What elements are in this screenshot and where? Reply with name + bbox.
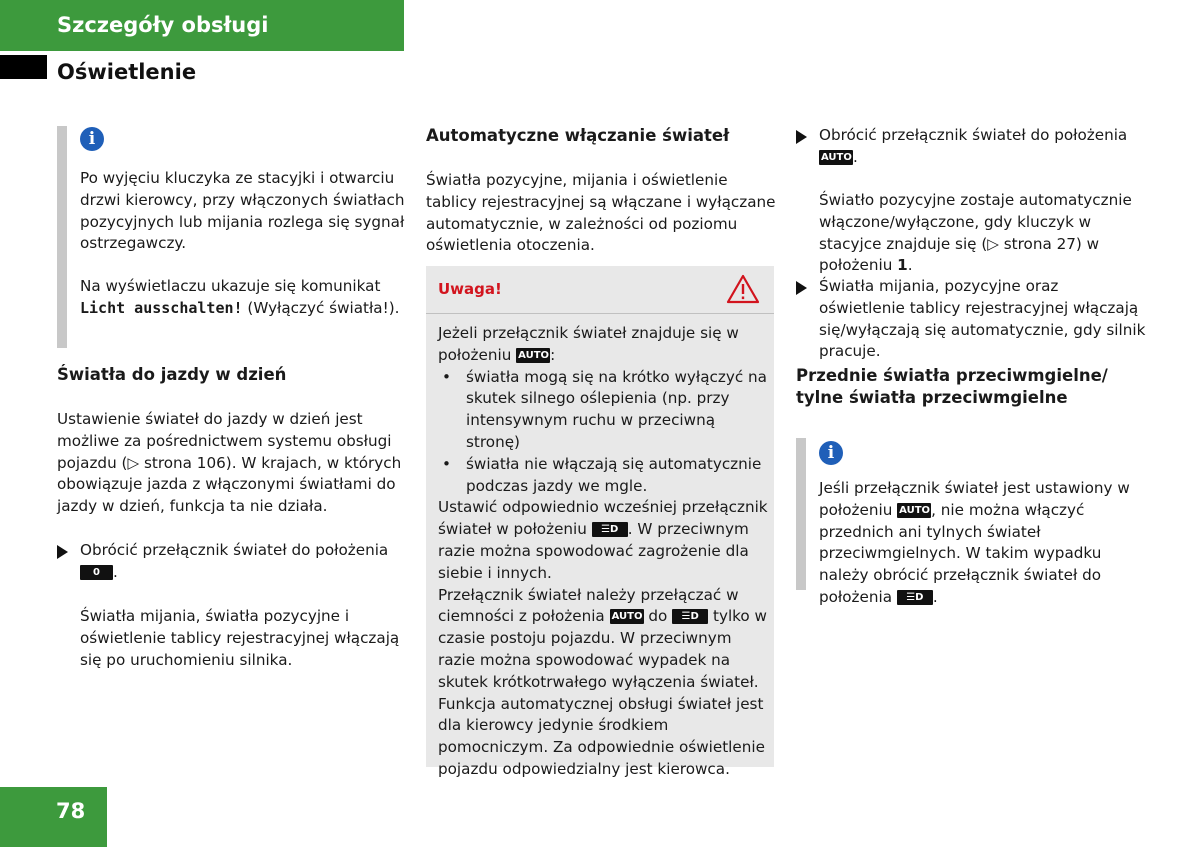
- warning-intro: Jeżeli przełącznik świateł znajduje się w położeniu AUTO:: [438, 324, 739, 364]
- heading-automatic-lights: Automatyczne włączanie świateł: [426, 126, 730, 145]
- warning-divider: [426, 313, 774, 314]
- info-icon: i: [80, 127, 104, 151]
- info-paragraph: Jeśli przełącznik świateł jest ustawiony w położeniu AUTO, nie można włączyć przednich ani tylnych świateł przeciwmgielnych. W takim wypadku należy obrócić przełącznik świateł do położenia ☰D .: [819, 479, 1130, 606]
- warning-bullet: • światła nie włączają się automatycznie podczas jazdy we mgle.: [442, 454, 762, 495]
- display-message-code: Licht ausschalten!: [80, 298, 243, 317]
- step-lights-automatic: Światła mijania, pozycyjne oraz oświetlenie tablicy rejestracyjnej włączają się/wyłączają się automatycznie, gdy silnik pracuje.: [796, 276, 1146, 342]
- info-bar: [57, 126, 67, 348]
- auto-position-symbol: AUTO: [821, 151, 852, 163]
- info-bar: [796, 438, 806, 590]
- info-paragraph: Po wyjęciu kluczyka ze stacyjki i otwarciu drzwi kierowcy, przy włączonych światłach pozycyjnych lub mijania rozlega się sygnał ostrzegawczy.: [80, 169, 405, 253]
- auto-position-symbol: AUTO: [899, 504, 931, 516]
- info-paragraph-display: Na wyświetlaczu ukazuje się komunikat Licht ausschalten! (Wyłączyć światła!).: [80, 277, 400, 317]
- warning-triangle-icon: [726, 274, 760, 304]
- step-result-paragraph: Światła mijania, światła pozycyjne i oświetlenie tablicy rejestracyjnej włączają się po uruchomieniu silnika.: [80, 607, 400, 669]
- step-result-paragraph: Światło pozycyjne zostaje automatycznie włączone/wyłączone, gdy kluczyk w stacyjce znajduje się (▷ strona 27) w położeniu 1.: [819, 191, 1132, 275]
- black-tab-marker: [0, 55, 47, 79]
- low-beam-position-symbol: ☰D: [592, 522, 628, 537]
- step-arrow-icon: [796, 130, 807, 144]
- page-number: 78: [56, 799, 86, 823]
- switch-position-zero-symbol: 0: [80, 565, 113, 580]
- page-number-box: [0, 787, 107, 847]
- warning-title: Uwaga!: [438, 280, 502, 298]
- page-heading: Oświetlenie: [57, 60, 197, 84]
- heading-fog-lights: Przednie światła przeciwmgielne/ tylne światła przeciwmgielne: [796, 366, 1108, 407]
- automatic-lights-paragraph: Światła pozycyjne, mijania i oświetlenie tablicy rejestracyjnej są włączane i wyłączane automatycznie, w zależności od poziomu oświetlenia otoczenia.: [426, 171, 776, 255]
- warning-paragraph: Ustawić odpowiednio wcześniej przełącznik świateł w położeniu ☰D . W przeciwnym razie można spowodować zagrożenie dla siebie i innych.: [438, 498, 768, 582]
- heading-daytime-lights: Światła do jazdy w dzień: [57, 365, 287, 384]
- info-box-key-warning: [57, 126, 407, 348]
- warning-bullet-list: [438, 367, 772, 498]
- auto-position-symbol: AUTO: [611, 611, 643, 623]
- low-beam-position-symbol: ☰D: [897, 590, 933, 605]
- info-icon: i: [819, 441, 843, 465]
- section-title: Szczegóły obsługi: [57, 13, 269, 37]
- daytime-lights-paragraph: Ustawienie świateł do jazdy w dzień jest możliwe za pośrednictwem systemu obsługi pojazdu (▷ strona 106). W krajach, w których obowiązuje jazda z włączonymi światłami do jazdy w dzień, funkcja ta nie działa.: [57, 410, 402, 516]
- warning-box: [426, 266, 774, 778]
- auto-position-symbol: AUTO: [518, 349, 550, 361]
- warning-body: [438, 323, 772, 781]
- step-turn-switch-auto: Obrócić przełącznik świateł do położenia AUTO.: [796, 125, 1146, 175]
- step-turn-switch-zero: Obrócić przełącznik świateł do położenia 0 .: [57, 540, 407, 590]
- info-box-fog-lights: [796, 438, 1146, 606]
- step-arrow-icon: [796, 281, 807, 295]
- warning-paragraph: Funkcja automatycznej obsługi świateł jest dla kierowcy jedynie środkiem pomocniczym. Za odpowiednie oświetlenie pojazdu odpowiedzialny jest kierowca.: [438, 694, 765, 778]
- warning-header: [426, 266, 774, 312]
- step-arrow-icon: [57, 545, 68, 559]
- warning-bullet: • światła mogą się na krótko wyłączyć na skutek silnego oślepienia (np. przy intensywnym ruchu w przeciwną stronę): [442, 367, 767, 451]
- warning-paragraph: Przełącznik świateł należy przełączać w ciemności z położenia AUTO do ☰D tylko w czasie postoju pojazdu. W przeciwnym razie można spowodować wypadek na skutek krótkotrwałego wyłączenia świateł.: [438, 585, 767, 691]
- low-beam-position-symbol: ☰D: [672, 609, 708, 624]
